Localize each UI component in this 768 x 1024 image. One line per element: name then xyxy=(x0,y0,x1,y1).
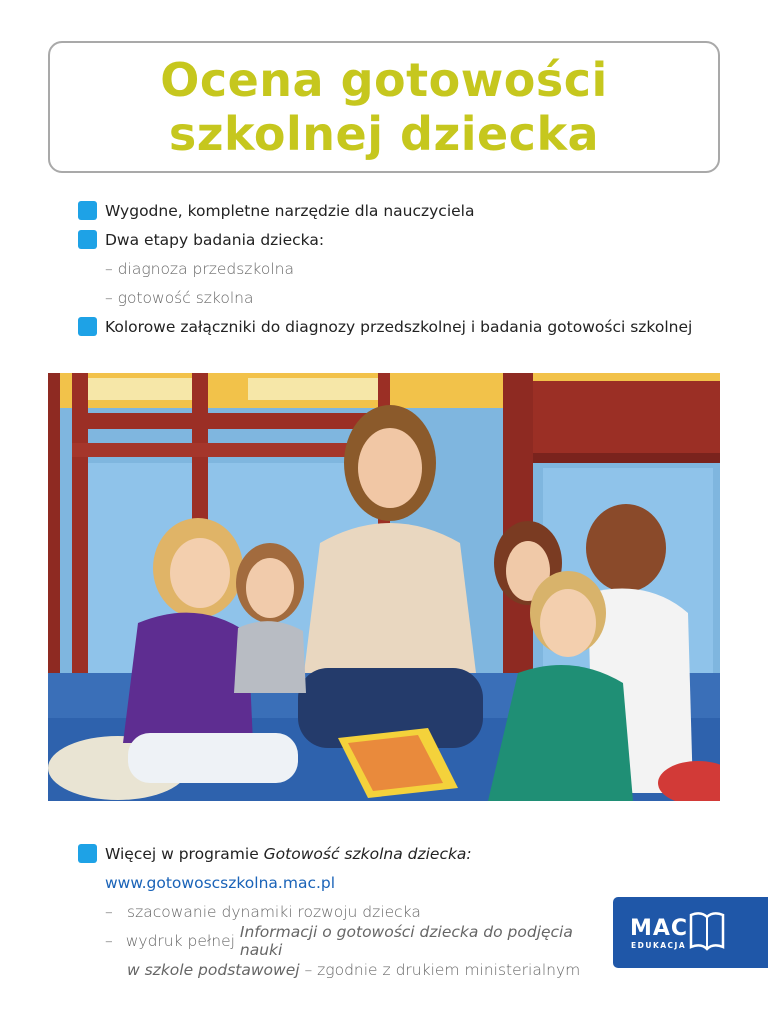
bullet-square-icon xyxy=(78,844,97,863)
subitem-text: – diagnoza przedszkolna xyxy=(105,259,294,278)
logo-main-text: MAC xyxy=(630,916,689,941)
open-book-icon xyxy=(689,909,725,953)
photo-teacher-with-children-icon xyxy=(48,373,720,801)
title-box xyxy=(48,41,720,173)
program-url-link[interactable]: www.gotowoscszkolna.mac.pl xyxy=(105,873,336,892)
feature-list xyxy=(78,196,718,341)
subitem-text-italic: w szkole podstawowej xyxy=(127,960,300,979)
list-subitem-continuation xyxy=(78,955,598,984)
list-item xyxy=(78,312,718,341)
dash-marker: – xyxy=(105,931,113,950)
bullet-text: Dwa etapy badania dziecka: xyxy=(105,230,325,249)
program-name: Gotowość szkolna dziecka: xyxy=(263,844,472,863)
subitem-text-italic: Informacji o gotowości dziecka do podjęcia nauki xyxy=(239,922,573,959)
more-info xyxy=(78,839,598,984)
page-title-line-2: szkolnej dziecka xyxy=(168,107,600,161)
subitem-text: szacowanie dynamiki rozwoju dziecka xyxy=(127,902,421,921)
logo-sub-text: EDUKACJA xyxy=(631,941,687,950)
bullet-square-icon xyxy=(78,317,97,336)
list-subitem xyxy=(78,283,718,312)
subitem-text: – zgodnie z drukiem ministerialnym xyxy=(299,960,581,979)
classroom-photo xyxy=(48,373,720,801)
bullet-square-icon xyxy=(78,230,97,249)
bullet-text: Wygodne, kompletne narzędzie dla nauczyciela xyxy=(105,201,475,220)
list-item xyxy=(78,225,718,254)
list-item xyxy=(78,868,598,897)
bullet-text: Kolorowe załączniki do diagnozy przedszkolnej i badania gotowości szkolnej xyxy=(105,317,693,336)
subitem-text: – gotowość szkolna xyxy=(105,288,254,307)
list-item xyxy=(78,196,718,225)
mac-edukacja-logo xyxy=(613,897,768,968)
more-lead: Więcej w programie xyxy=(105,844,264,863)
subitem-text-pre: wydruk pełnej xyxy=(125,931,240,950)
page-title-line-1: Ocena gotowości xyxy=(160,53,608,107)
dash-marker: – xyxy=(105,902,113,921)
list-subitem xyxy=(78,254,718,283)
bullet-square-icon xyxy=(78,201,97,220)
list-subitem xyxy=(78,922,598,959)
list-item xyxy=(78,839,598,868)
